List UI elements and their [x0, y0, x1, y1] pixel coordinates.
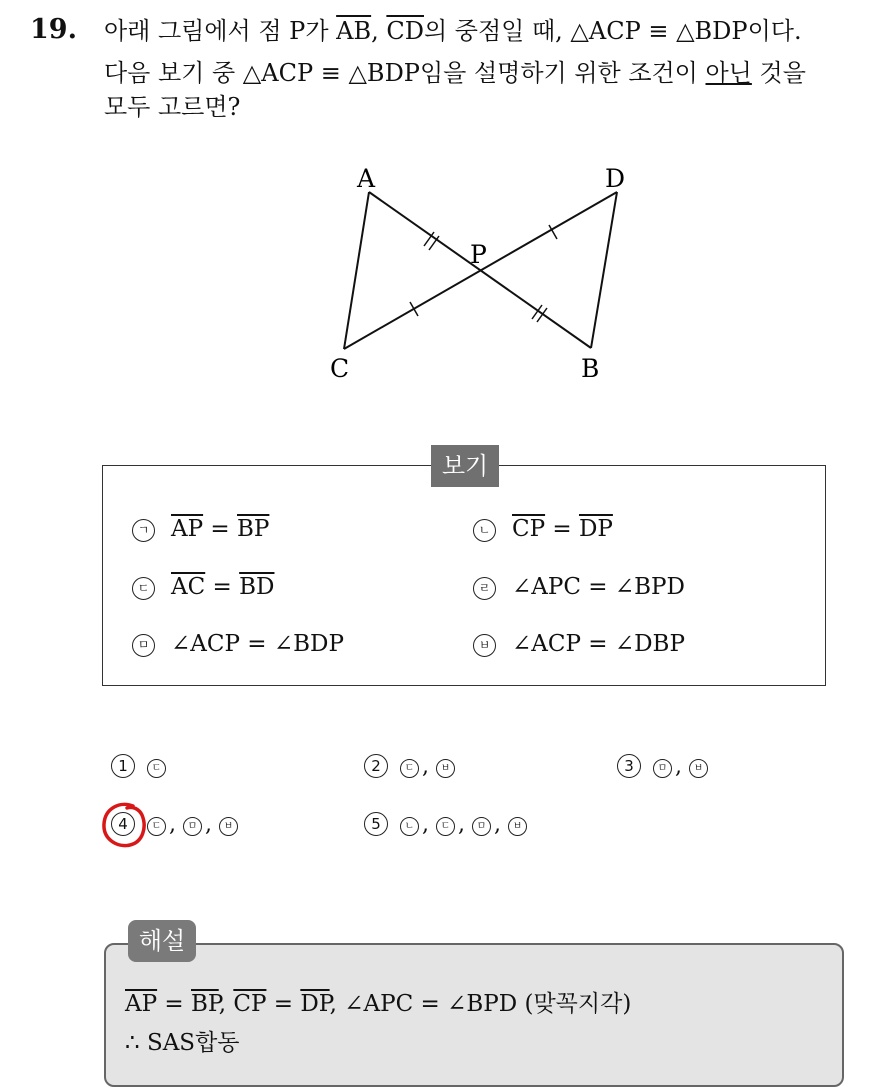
segment-d-b — [591, 192, 617, 348]
bogi-item-2 — [473, 516, 613, 542]
bogi-2-right: $\overline{DP}$ — [578, 516, 613, 542]
bogi-1-eq: = — [203, 516, 237, 542]
mark-nieun: ㄴ — [473, 519, 496, 542]
bogi-6-text: ∠ACP = ∠DBP — [512, 631, 685, 657]
choice-5-mark-1: ㄴ — [400, 817, 419, 836]
bogi-5-text: ∠ACP = ∠BDP — [171, 631, 344, 657]
choice-5-mark-2: ㄷ — [436, 817, 455, 836]
choice-3-number: 3 — [617, 754, 641, 778]
haeseol-line-1 — [125, 985, 631, 1018]
h-seg-dp: $\overline{DP}$ — [300, 991, 330, 1017]
choice-4-number: 4 — [111, 812, 135, 836]
segment-a-c — [344, 192, 369, 349]
choice-2-number: 2 — [364, 754, 388, 778]
problem-number: 19. — [30, 14, 77, 45]
bogi-item-3 — [132, 574, 274, 600]
mark-digeut: ㄷ — [132, 577, 155, 600]
label-a: A — [357, 164, 376, 193]
bogi-3-right: $\overline{BD}$ — [239, 574, 275, 600]
mark-giyeok: ㄱ — [132, 519, 155, 542]
h-angle: ∠APC = ∠BPD (맞꼭지각) — [344, 991, 632, 1017]
choice-5[interactable]: 5 ㄴ , ㄷ , ㅁ , ㅂ — [364, 812, 530, 837]
bogi-4-text: ∠APC = ∠BPD — [512, 574, 685, 600]
choice-1-mark-1: ㄷ — [147, 759, 166, 778]
label-b: B — [581, 354, 600, 383]
bogi-title: 보기 — [431, 445, 499, 487]
q1-pre: 아래 그림에서 점 P가 — [104, 17, 337, 45]
choice-3[interactable]: 3 ㅁ , ㅂ — [617, 754, 711, 779]
h-eq-2: = — [266, 991, 301, 1017]
bogi-3-eq: = — [205, 574, 240, 600]
choice-5-mark-3: ㅁ — [472, 817, 491, 836]
h-seg-cp: $\overline{CP}$ — [233, 991, 267, 1017]
haeseol-title: 해설 — [128, 920, 196, 962]
tick-double-ap — [424, 232, 439, 250]
q1-mid: , — [371, 17, 387, 45]
q2-pre: 다음 보기 중 △ACP ≡ △BDP임을 설명하기 위한 조건이 — [104, 59, 706, 87]
choice-5-mark-4: ㅂ — [508, 817, 527, 836]
q2-underlined: 아닌 — [705, 59, 752, 87]
choice-4-mark-3: ㅂ — [219, 817, 238, 836]
label-p: P — [470, 240, 487, 269]
segment-cd: $\overline{CD}$ — [386, 17, 424, 45]
h-comma-2: , — [329, 991, 345, 1017]
choice-2-mark-2: ㅂ — [436, 759, 455, 778]
bogi-item-6 — [473, 631, 685, 657]
choice-4-mark-2: ㅁ — [183, 817, 202, 836]
choice-2-mark-1: ㄷ — [400, 759, 419, 778]
mark-mieum: ㅁ — [132, 634, 155, 657]
mark-rieul: ㄹ — [473, 577, 496, 600]
choice-2[interactable]: 2 ㄷ , ㅂ — [364, 754, 458, 779]
bogi-1-right: $\overline{BP}$ — [237, 516, 270, 542]
choice-3-mark-1: ㅁ — [653, 759, 672, 778]
choice-1[interactable] — [111, 754, 169, 779]
tick-single-cp — [410, 302, 418, 316]
label-d: D — [605, 164, 626, 193]
question-line-3: 모두 고르면? — [104, 93, 241, 121]
segment-c-d — [344, 192, 617, 349]
q2-post: 것을 — [751, 59, 806, 87]
h-eq-1: = — [157, 991, 191, 1017]
answer-circle-annotation — [100, 800, 152, 852]
mark-bieup: ㅂ — [473, 634, 496, 657]
q1-post: 의 중점일 때, △ACP ≡ △BDP이다. — [423, 17, 802, 45]
h-seg-ap: $\overline{AP}$ — [125, 991, 158, 1017]
segment-ab: $\overline{AB}$ — [336, 17, 372, 45]
bogi-1-left: $\overline{AP}$ — [171, 516, 204, 542]
bogi-3-left: $\overline{AC}$ — [171, 574, 206, 600]
h-comma-1: , — [218, 991, 234, 1017]
bogi-item-5 — [132, 631, 344, 657]
haeseol-line-2: ∴ SAS합동 — [125, 1030, 240, 1056]
label-c: C — [330, 354, 350, 383]
choice-1-number: 1 — [111, 754, 135, 778]
h-seg-bp: $\overline{BP}$ — [191, 991, 219, 1017]
bogi-2-eq: = — [545, 516, 579, 542]
choice-5-number: 5 — [364, 812, 388, 836]
bogi-item-4 — [473, 574, 685, 600]
choice-4[interactable]: 4 ㄷ , ㅁ , ㅂ — [111, 812, 241, 837]
question-line-1 — [104, 14, 802, 48]
bogi-2-left: $\overline{CP}$ — [512, 516, 546, 542]
bogi-item-1 — [132, 516, 269, 542]
geometry-figure — [300, 155, 660, 385]
question-line-2 — [104, 56, 806, 90]
answer-circle-stroke — [104, 804, 144, 845]
choice-3-mark-2: ㅂ — [689, 759, 708, 778]
choice-4-mark-1: ㄷ — [147, 817, 166, 836]
